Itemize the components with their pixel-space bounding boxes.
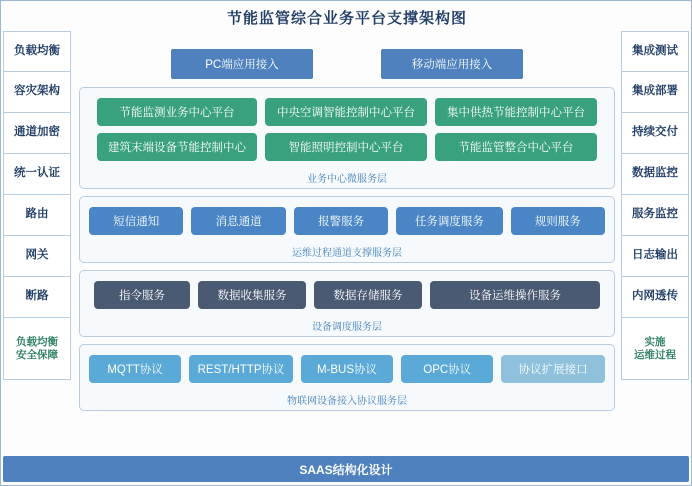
layer-device-row-1 — [89, 281, 605, 309]
right-capability-column — [621, 31, 689, 380]
node-building-terminal-control-center[interactable]: 建筑末端设备节能控制中心 — [97, 133, 257, 161]
node-command-service[interactable]: 指令服务 — [94, 281, 190, 309]
layer-business-row-2 — [89, 133, 605, 161]
layer-business-row-1 — [89, 98, 605, 126]
node-central-ac-control-center[interactable]: 中央空调智能控制中心平台 — [265, 98, 427, 126]
node-energy-supervision-integration-center[interactable]: 节能监管整合中心平台 — [435, 133, 597, 161]
main-stack — [79, 31, 615, 418]
node-task-scheduling-service[interactable]: 任务调度服务 — [396, 207, 502, 235]
left-item-load-balance: 负载均衡 — [3, 31, 71, 72]
left-item-routing: 路由 — [3, 195, 71, 236]
right-item-intranet-passthrough: 内网透传 — [621, 277, 689, 318]
node-opc-protocol[interactable]: OPC协议 — [401, 355, 493, 383]
left-item-channel-encryption: 通道加密 — [3, 113, 71, 154]
page-title: 节能监管综合业务平台支撑架构图 — [226, 10, 467, 27]
node-data-collection-service[interactable]: 数据收集服务 — [198, 281, 306, 309]
left-item-disaster-recovery: 容灾架构 — [3, 72, 71, 113]
layer-device-scheduling — [79, 270, 615, 337]
layer-ops-row-1 — [89, 207, 605, 235]
caption-ops-channel: 运维过程通道支撑服务层 — [292, 248, 402, 259]
node-mbus-protocol[interactable]: M-BUS协议 — [301, 355, 393, 383]
caption-iot-protocol: 物联网设备接入协议服务层 — [287, 396, 407, 407]
left-item-unified-auth: 统一认证 — [3, 154, 71, 195]
right-item-implementation-ops: 实施 运维过程 — [621, 318, 689, 380]
right-item-log-output: 日志输出 — [621, 236, 689, 277]
layer-iot-protocol — [79, 344, 615, 411]
right-item-data-monitoring: 数据监控 — [621, 154, 689, 195]
node-rest-http-protocol[interactable]: REST/HTTP协议 — [189, 355, 293, 383]
node-device-ops-service[interactable]: 设备运维操作服务 — [430, 281, 600, 309]
node-alarm-service[interactable]: 报警服务 — [294, 207, 388, 235]
layer-iot-row-1 — [89, 355, 605, 383]
caption-business-center: 业务中心微服务层 — [307, 174, 387, 185]
access-entries-row — [79, 49, 615, 79]
node-sms-notification[interactable]: 短信通知 — [89, 207, 183, 235]
layer-business-center — [79, 87, 615, 189]
right-item-integration-test: 集成测试 — [621, 31, 689, 72]
node-rule-service[interactable]: 规则服务 — [511, 207, 605, 235]
entry-mobile-access[interactable]: 移动端应用接入 — [381, 49, 523, 79]
layer-ops-channel — [79, 196, 615, 263]
node-data-storage-service[interactable]: 数据存储服务 — [314, 281, 422, 309]
node-energy-monitoring-business-center[interactable]: 节能监测业务中心平台 — [97, 98, 257, 126]
node-mqtt-protocol[interactable]: MQTT协议 — [89, 355, 181, 383]
node-district-heating-control-center[interactable]: 集中供热节能控制中心平台 — [435, 98, 597, 126]
right-item-continuous-delivery: 持续交付 — [621, 113, 689, 154]
entry-pc-access[interactable]: PC端应用接入 — [171, 49, 313, 79]
node-protocol-extension-interface[interactable]: 协议扩展接口 — [501, 355, 605, 383]
node-smart-lighting-control-center[interactable]: 智能照明控制中心平台 — [265, 133, 427, 161]
left-capability-column — [3, 31, 71, 380]
left-item-circuit-breaker: 断路 — [3, 277, 71, 318]
right-item-service-monitoring: 服务监控 — [621, 195, 689, 236]
caption-device-scheduling: 设备调度服务层 — [312, 322, 382, 333]
left-item-gateway: 网关 — [3, 236, 71, 277]
left-item-security-guarantee: 负载均衡 安全保障 — [3, 318, 71, 380]
footer-saas-design: SAAS结构化设计 — [3, 456, 689, 482]
right-item-integration-deploy: 集成部署 — [621, 72, 689, 113]
node-message-channel[interactable]: 消息通道 — [191, 207, 285, 235]
